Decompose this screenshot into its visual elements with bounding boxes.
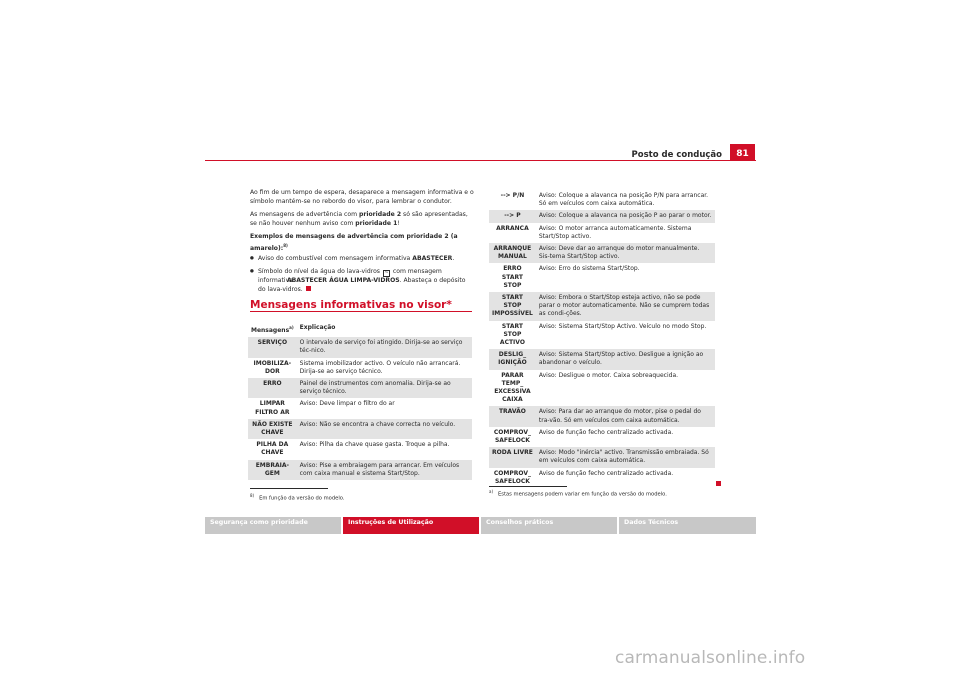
table-row xyxy=(489,243,715,263)
message-explanation: Aviso: Pilha da chave quase gasta. Troque a pilha. xyxy=(299,441,450,449)
table-row xyxy=(489,321,715,350)
message-explanation: Aviso: Sistema Start/Stop Activo. Veículo no modo Stop. xyxy=(538,322,707,330)
message-key: TRAVÃO xyxy=(489,406,536,426)
intro-text xyxy=(250,189,474,299)
message-explanation: Aviso: Coloque a alavanca na posição P ao parar o motor. xyxy=(536,210,715,222)
page-header-title: Posto de condução xyxy=(631,150,722,160)
message-key: SERVIÇO xyxy=(248,337,297,357)
tab-dados-tecnicos[interactable]: Dados Técnicos xyxy=(619,517,756,534)
end-marker-icon xyxy=(306,286,311,291)
message-explanation: Aviso de função fecho centralizado activada. xyxy=(538,428,674,436)
message-explanation: Aviso: Desligue o motor. Caixa sobreaquecida. xyxy=(538,371,679,379)
message-explanation: Aviso: Deve limpar o filtro do ar xyxy=(299,400,395,408)
footnote-rule-right xyxy=(489,486,567,487)
message-key: ERRO xyxy=(248,378,297,398)
message-key: --> P xyxy=(489,210,536,222)
table-row xyxy=(489,210,715,222)
section-rule xyxy=(250,311,472,312)
footnote-right: $^{a)}$ Estas mensagens podem variar em função da versão do modelo. xyxy=(489,489,667,498)
message-key: COMPROV_ SAFELOCK xyxy=(493,469,531,485)
message-explanation: Aviso: Não se encontra a chave correcta no veículo. xyxy=(297,419,472,439)
message-key: PILHA DA CHAVE xyxy=(256,441,289,457)
table-row xyxy=(489,263,715,292)
table-row xyxy=(489,292,715,321)
table-row xyxy=(489,349,715,369)
table-row xyxy=(489,190,715,210)
message-explanation: Aviso: Modo "inércia" activo. Transmissão embraiada. Só em veículos com caixa automática. xyxy=(536,447,715,467)
message-key: ERRO START STOP xyxy=(501,265,523,289)
table-header-row: Mensagens$^{a)}$ Explicação xyxy=(248,322,472,337)
table-row xyxy=(248,378,472,398)
message-explanation: Aviso: O motor arranca automaticamente. Sistema Start/Stop activo. xyxy=(538,224,692,240)
examples-heading: Exemplos de mensagens de advertência com prioridade 2 (a amarelo):$^{8)}$ xyxy=(250,233,458,252)
message-key: DESLIG_ IGNIÇÃO xyxy=(489,349,536,369)
message-key: NÃO EXISTE CHAVE xyxy=(248,419,297,439)
message-explanation: Aviso: Embora o Start/Stop esteja activo, não se pode parar o motor automaticamente. Não se cumprem todas as condi-ções. xyxy=(536,292,715,321)
message-explanation: Sistema imobilizador activo. O veículo não arrancará. Dirija-se ao serviço técnico. xyxy=(299,359,461,375)
footnote-rule-left xyxy=(250,488,328,489)
message-key: EMBRAIA-GEM xyxy=(248,460,297,480)
message-key: START STOP ACTIVO xyxy=(499,322,525,347)
message-explanation: Aviso de função fecho centralizado activada. xyxy=(538,469,674,477)
messages-table-left xyxy=(248,322,472,480)
message-key: RODA LIVRE xyxy=(489,447,536,467)
bullet-fuel-warning: ● Aviso do combustível com mensagem informativa ABASTECER. xyxy=(250,255,474,264)
page-number: 81 xyxy=(730,144,755,161)
watermark-text: carmanualsonline.info xyxy=(615,648,806,668)
message-explanation: Aviso: Para dar ao arranque do motor, pise o pedal do tra-vão. Só em veículos com caixa automática. xyxy=(536,406,715,426)
message-key: LIMPAR FILTRO AR xyxy=(255,400,290,416)
tab-seguranca[interactable]: Segurança como prioridade xyxy=(205,517,341,534)
message-key: ARRANCA xyxy=(496,224,529,232)
section-heading: Mensagens informativas no visor* xyxy=(250,299,452,311)
message-explanation: Aviso: Pise a embraiagem para arrancar. Em veículos com caixa manual e sistema Start/Stop. xyxy=(297,460,472,480)
message-explanation: O intervalo de serviço foi atingido. Dirija-se ao serviço téc-nico. xyxy=(297,337,472,357)
table-row xyxy=(489,427,715,447)
table-row xyxy=(248,460,472,480)
table-row xyxy=(489,370,715,407)
header-rule xyxy=(205,160,756,161)
table-row xyxy=(489,223,715,243)
message-key: PARAR TEMP_ EXCESSIVA CAIXA xyxy=(494,371,531,404)
message-key: START STOP IMPOSSÍVEL xyxy=(489,292,536,321)
table-row xyxy=(489,406,715,426)
footnote-left: $^{8)}$ Em função da versão do modelo. xyxy=(250,493,345,502)
intro-paragraph-1: Ao fim de um tempo de espera, desaparece a mensagem informativa e o símbolo mantém-se no rebordo do visor, para lembrar o condutor. xyxy=(250,189,474,205)
message-key: --> P/N xyxy=(500,192,525,199)
column-header-explanation: Explicação xyxy=(299,324,336,331)
column-header-messages: Mensagens xyxy=(251,327,290,334)
message-key: COMPROV_ SAFELOCK xyxy=(493,428,531,445)
table-row xyxy=(248,439,472,459)
messages-table-right xyxy=(489,190,715,488)
message-key: IMOBILIZA-DOR xyxy=(253,359,292,375)
table-row xyxy=(248,419,472,439)
bullet-washer-warning: ● Símbolo do nível da água do lava-vidros ~ com mensagem informativa ABASTECER ÁGUA LIMPA-VIDROS. Abasteça o depósito do lava-vidros. xyxy=(250,268,474,294)
message-key: ARRANQUE MANUAL xyxy=(489,243,536,263)
intro-paragraph-2: As mensagens de advertência com prioridade 2 só são apresentadas, se não houver nenhum aviso com prioridade 1! xyxy=(250,211,468,227)
tab-conselhos[interactable]: Conselhos práticos xyxy=(481,517,617,534)
message-explanation: Aviso: Erro do sistema Start/Stop. xyxy=(538,265,640,273)
table-row xyxy=(248,358,472,378)
table-row xyxy=(489,447,715,467)
tab-instrucoes[interactable]: Instruções de Utilização xyxy=(343,517,479,534)
message-explanation: Painel de instrumentos com anomalia. Dirija-se ao serviço técnico. xyxy=(297,378,472,398)
message-explanation: Aviso: Sistema Start/Stop activo. Desligue a ignição ao abandonar o veículo. xyxy=(536,349,715,369)
end-marker-icon xyxy=(716,481,721,486)
message-explanation: Aviso: Deve dar ao arranque do motor manualmente. Sis-tema Start/Stop activo. xyxy=(536,243,715,263)
washer-fluid-icon: ~ xyxy=(384,270,389,277)
table-row xyxy=(248,398,472,418)
table-row xyxy=(248,337,472,357)
message-explanation: Aviso: Coloque a alavanca na posição P/N para arrancar. Só em veículos com caixa automática. xyxy=(538,192,709,208)
